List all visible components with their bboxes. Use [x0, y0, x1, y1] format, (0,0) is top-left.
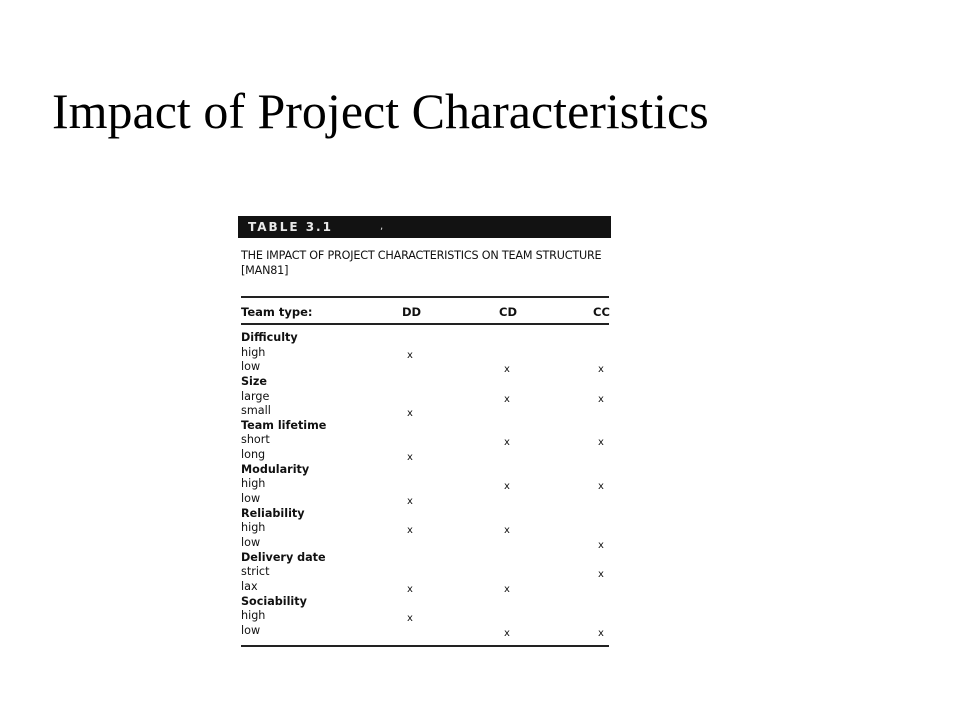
mark-dd: x — [407, 583, 413, 595]
header-cc: CC — [593, 305, 610, 319]
table-row — [241, 609, 609, 624]
table-number: TABLE 3.1 — [248, 220, 333, 234]
table-caption: THE IMPACT OF PROJECT CHARACTERISTICS ON TEAM STRUCTURE [MAN81] — [241, 249, 602, 277]
mark-cd: x — [504, 437, 510, 449]
mark-cc: x — [598, 364, 604, 376]
category-label: Team lifetime — [241, 418, 327, 432]
mark-cd: x — [504, 393, 510, 405]
table-row — [241, 521, 609, 536]
table-row — [241, 433, 609, 448]
category-row — [241, 595, 609, 610]
row-label: high — [241, 477, 266, 491]
mark-cd: x — [504, 627, 510, 639]
slide-title: Impact of Project Characteristics — [52, 83, 709, 139]
mark-dd: x — [407, 452, 413, 464]
header-team-type: Team type: — [241, 305, 313, 319]
row-label: low — [241, 360, 261, 374]
mark-dd: x — [407, 349, 413, 361]
mark-cd: x — [504, 525, 510, 537]
category-label: Difficulty — [241, 331, 298, 344]
table-row — [241, 360, 609, 375]
table-row — [241, 492, 609, 507]
table-row — [241, 346, 609, 361]
category-label: Size — [241, 374, 267, 388]
mark-cc: x — [598, 627, 604, 639]
category-row — [241, 507, 609, 522]
table-label-bar — [238, 216, 611, 238]
category-label: Reliability — [241, 506, 305, 520]
mark-cc: x — [598, 437, 604, 449]
table-row — [241, 624, 609, 639]
header-dd: DD — [402, 305, 422, 319]
table-bar-mark: , — [380, 221, 384, 232]
category-row — [241, 331, 609, 346]
mark-dd: x — [407, 408, 413, 420]
table-row — [241, 448, 609, 463]
category-label: Sociability — [241, 594, 307, 608]
table-row — [241, 580, 609, 595]
row-label: low — [241, 492, 261, 506]
table-row — [241, 404, 609, 419]
row-label: long — [241, 448, 266, 462]
row-label: low — [241, 623, 261, 637]
category-row — [241, 375, 609, 390]
category-row — [241, 551, 609, 566]
table-row — [241, 390, 609, 405]
row-label: small — [241, 404, 271, 418]
mark-cc: x — [598, 539, 604, 551]
category-label: Modularity — [241, 462, 310, 476]
row-label: lax — [241, 579, 258, 593]
category-row — [241, 463, 609, 478]
category-row — [241, 419, 609, 434]
table-bottom-rule — [241, 645, 609, 647]
table-top-rule — [241, 296, 609, 298]
mark-dd: x — [407, 525, 413, 537]
row-label: high — [241, 521, 266, 535]
header-cd: CD — [499, 305, 517, 319]
category-label: Delivery date — [241, 550, 326, 564]
mark-cc: x — [598, 393, 604, 405]
table-row — [241, 565, 609, 580]
mark-cc: x — [598, 569, 604, 581]
mark-dd: x — [407, 613, 413, 625]
table-body — [241, 331, 609, 638]
table-row — [241, 477, 609, 492]
row-label: high — [241, 345, 266, 359]
mark-cd: x — [504, 364, 510, 376]
row-label: strict — [241, 565, 270, 579]
mark-cd: x — [504, 583, 510, 595]
table-scan — [238, 214, 611, 654]
mark-cc: x — [598, 481, 604, 493]
row-label: high — [241, 609, 266, 623]
mark-cd: x — [504, 481, 510, 493]
row-label: large — [241, 389, 270, 403]
mark-dd: x — [407, 496, 413, 508]
table-row — [241, 536, 609, 551]
table-header-rule — [241, 323, 609, 325]
row-label: low — [241, 535, 261, 549]
row-label: short — [241, 433, 270, 447]
